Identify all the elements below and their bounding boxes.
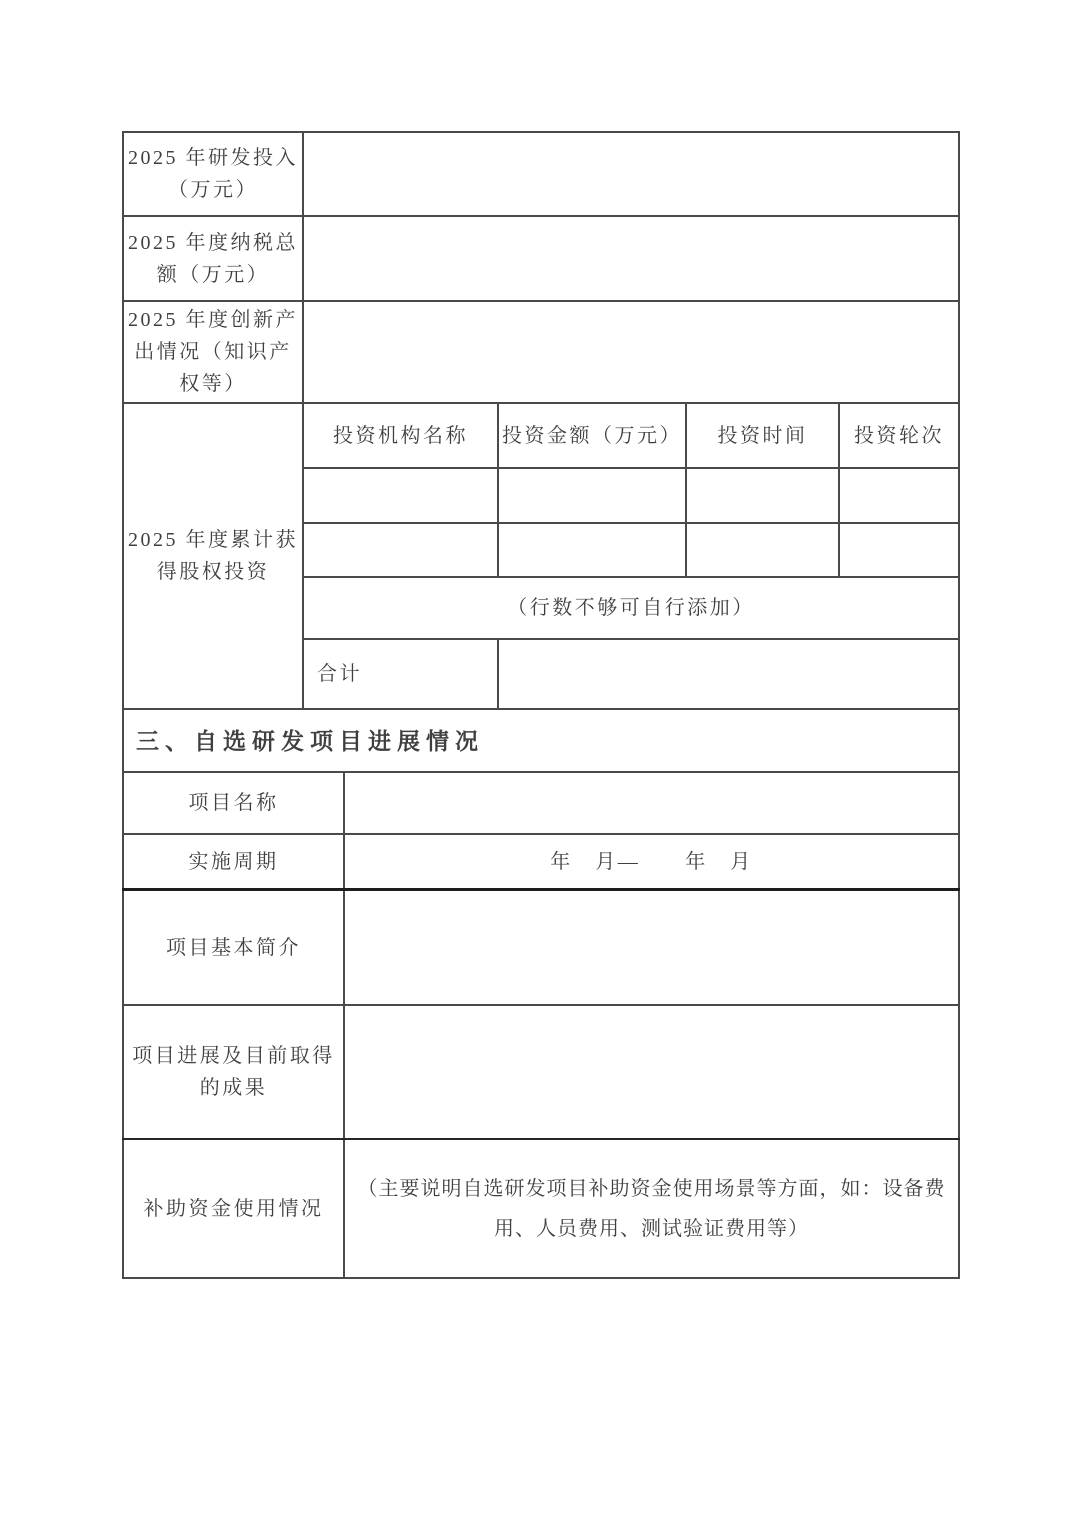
section-header-project-progress: 三、自选研发项目进展情况 [123,709,959,772]
label-subsidy-usage: 补助资金使用情况 [123,1139,344,1278]
blank-input-cell [303,301,959,403]
blank-input-cell [344,890,959,1006]
blank-input-cell [303,523,498,577]
label-2025-rd-investment: 2025 年研发投入（万元） [123,132,303,216]
blank-input-cell [303,132,959,216]
blank-input-cell [303,216,959,301]
company-metrics-table [122,131,960,710]
note-add-rows: （行数不够可自行添加） [303,577,959,639]
report-form [122,131,958,1279]
project-progress-table [122,708,960,1279]
blank-input-cell [344,1005,959,1139]
label-total: 合计 [303,639,498,709]
blank-input-cell [686,468,839,523]
hint-subsidy-usage: （主要说明自选研发项目补助资金使用场景等方面，如：设备费用、人员费用、测试验证费用等） [344,1139,959,1278]
table-row [123,132,959,216]
label-2025-equity-investment: 2025 年度累计获得股权投资 [123,403,303,709]
table-row [123,709,959,772]
value-implementation-period: 年 月— 年 月 [344,834,959,890]
label-implementation-period: 实施周期 [123,834,344,890]
blank-input-cell [344,772,959,834]
label-project-progress-results: 项目进展及目前取得的成果 [123,1005,344,1139]
table-row [123,1005,959,1139]
table-row [123,301,959,403]
col-header-investor-name: 投资机构名称 [303,403,498,468]
table-row [123,834,959,890]
blank-input-cell [839,523,959,577]
blank-input-cell [303,468,498,523]
blank-input-cell [498,523,686,577]
blank-input-cell [498,468,686,523]
blank-input-cell [498,639,959,709]
label-project-intro: 项目基本简介 [123,890,344,1006]
col-header-investment-round: 投资轮次 [839,403,959,468]
table-row [123,1139,959,1278]
blank-input-cell [839,468,959,523]
col-header-investment-date: 投资时间 [686,403,839,468]
label-2025-tax-total: 2025 年度纳税总额（万元） [123,216,303,301]
label-2025-innovation-output: 2025 年度创新产出情况（知识产权等） [123,301,303,403]
blank-input-cell [686,523,839,577]
table-row [123,216,959,301]
label-project-name: 项目名称 [123,772,344,834]
table-row [123,772,959,834]
table-row [123,890,959,1006]
table-row [123,403,959,468]
col-header-investment-amount: 投资金额（万元） [498,403,686,468]
